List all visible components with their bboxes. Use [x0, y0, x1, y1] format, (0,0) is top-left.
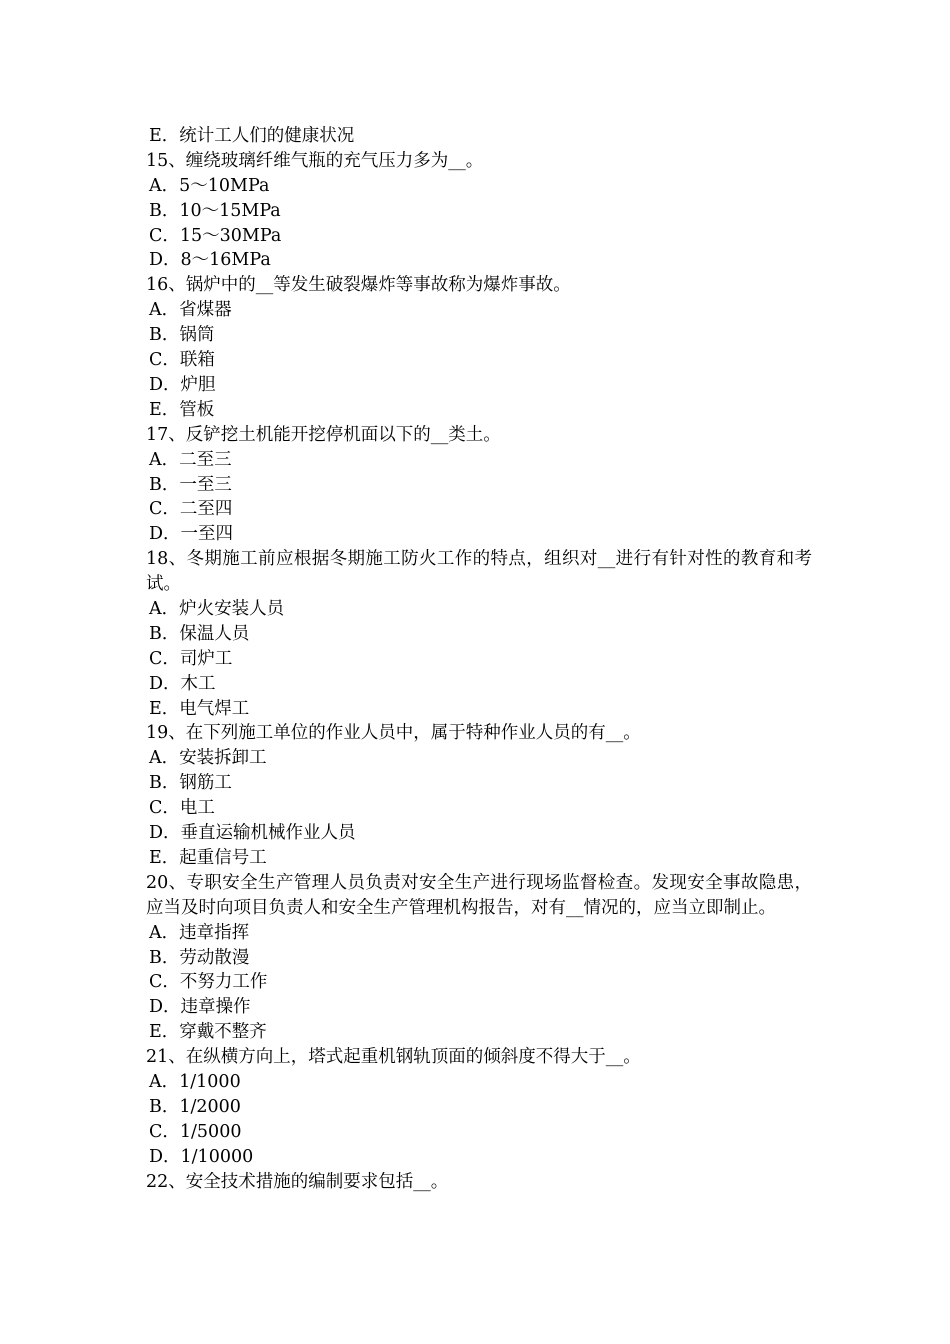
answer-option: E．统计工人们的健康状况: [149, 126, 355, 146]
answer-option: A．1/1000: [149, 1071, 241, 1092]
question-text: 16、锅炉中的__等发生破裂爆炸等事故称为爆炸事故。: [146, 275, 571, 296]
answer-option: A．安装拆卸工: [149, 748, 267, 769]
answer-option: D．一至四: [149, 524, 234, 545]
question-text: 17、反铲挖土机能开挖停机面以下的__类土。: [146, 424, 501, 445]
answer-option: D．1/10000: [149, 1146, 254, 1167]
answer-option: E．管板: [149, 399, 215, 420]
answer-option: B．锅筒: [149, 325, 215, 346]
answer-option: C．1/5000: [149, 1121, 242, 1142]
answer-option: E．起重信号工: [149, 847, 267, 868]
answer-option: B．10～15MPa: [149, 200, 281, 221]
question-text: 21、在纵横方向上，塔式起重机钢轨顶面的倾斜度不得大于__。: [146, 1047, 641, 1068]
answer-option: C．司炉工: [149, 648, 233, 669]
answer-option: A．炉火安装人员: [149, 599, 285, 619]
answer-option: A．违章指挥: [149, 922, 250, 943]
answer-option: D．垂直运输机械作业人员: [149, 823, 356, 844]
answer-option: C．二至四: [149, 499, 233, 520]
answer-option: C．15～30MPa: [149, 225, 282, 246]
document-body: [146, 124, 812, 1194]
answer-option: E．穿戴不整齐: [149, 1022, 267, 1043]
answer-option: D．木工: [149, 673, 216, 694]
answer-option: B．保温人员: [149, 623, 250, 644]
answer-option: D．炉胆: [149, 374, 216, 395]
answer-option: E．电气焊工: [149, 698, 250, 719]
answer-option: A．5～10MPa: [149, 175, 270, 196]
answer-option: B．劳动散漫: [149, 947, 250, 968]
question-text: 19、在下列施工单位的作业人员中，属于特种作业人员的有__。: [146, 723, 641, 744]
answer-option: C．电工: [149, 798, 215, 819]
answer-option: D．违章操作: [149, 997, 251, 1018]
question-text: 15、缠绕玻璃纤维气瓶的充气压力多为__。: [146, 150, 484, 171]
answer-option: B．一至三: [149, 474, 232, 495]
answer-option: C．联箱: [149, 350, 215, 371]
question-text: 22、安全技术措施的编制要求包括__。: [146, 1171, 449, 1192]
question-text: 20、专职安全生产管理人员负责对安全生产进行现场监督检查。发现安全事故隐患，应当及时向项目负责人和安全生产管理机构报告，对有__情况的，应当立即制止。: [146, 872, 812, 918]
answer-option: B．1/2000: [149, 1096, 241, 1117]
answer-option: C．不努力工作: [149, 972, 268, 993]
answer-option: B．钢筋工: [149, 773, 232, 794]
answer-option: A．省煤器: [149, 300, 232, 321]
answer-option: D．8～16MPa: [149, 250, 271, 271]
question-text: 18、冬期施工前应根据冬期施工防火工作的特点，组织对__进行有针对性的教育和考试。: [146, 549, 812, 595]
answer-option: A．二至三: [149, 449, 232, 470]
